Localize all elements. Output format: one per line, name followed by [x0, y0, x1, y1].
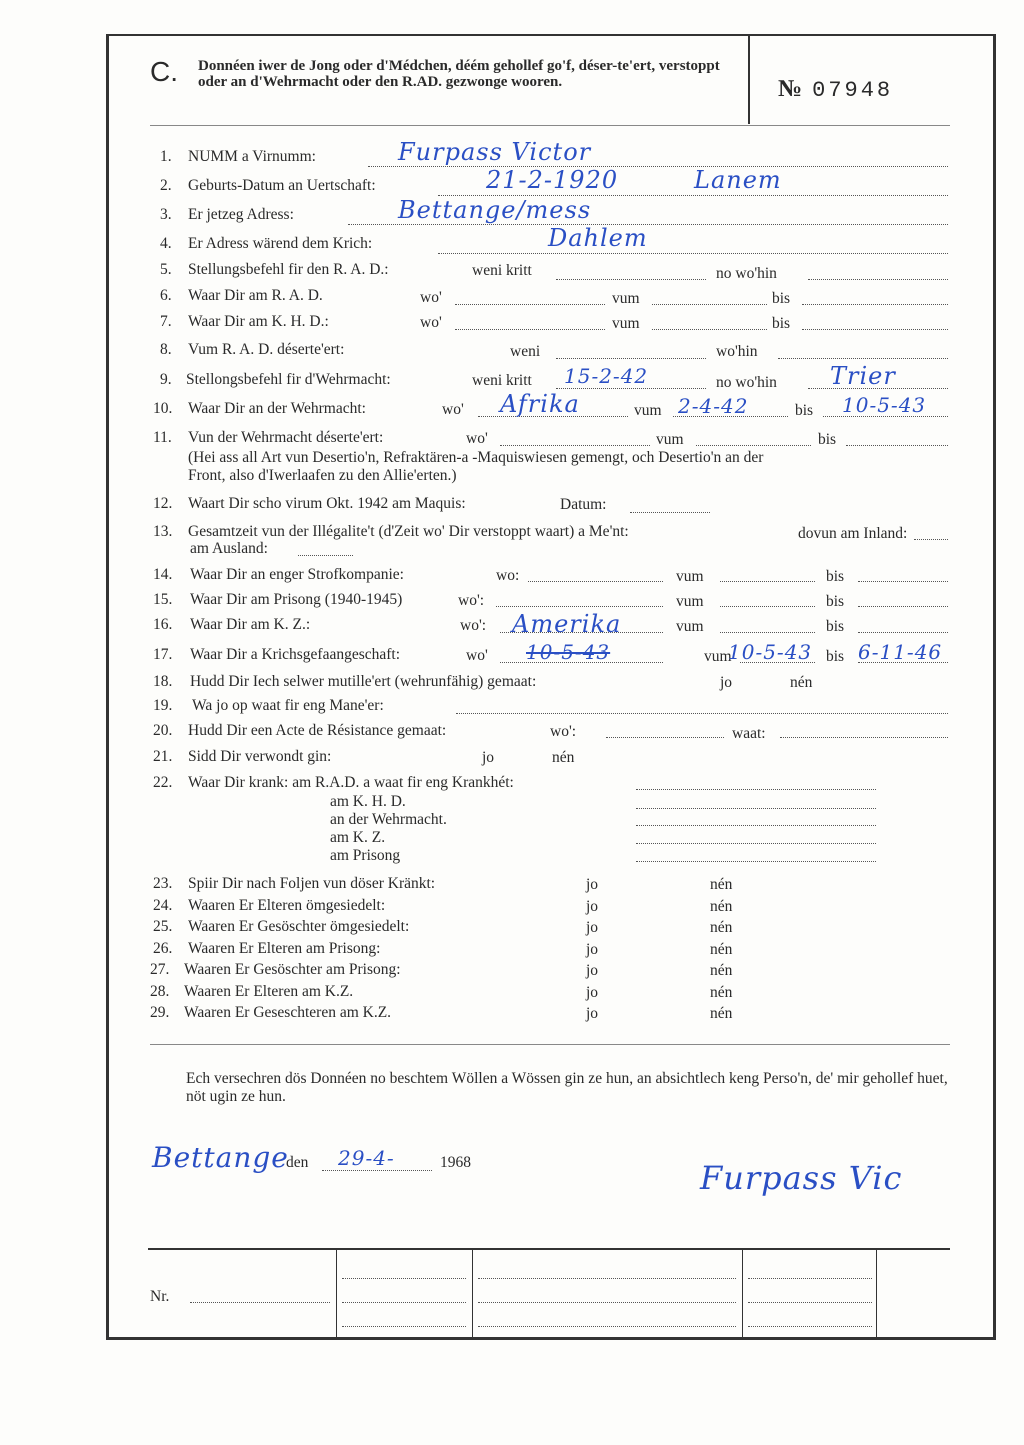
footer-cell-a2[interactable]	[342, 1302, 466, 1303]
row-21-no[interactable]: nén	[552, 749, 575, 766]
row-22-label: Waar Dir krank: am R.A.D. a waat fir eng Krankhét:	[188, 774, 514, 791]
row-24-no[interactable]: nén	[710, 898, 733, 915]
row-16-to-label: bis	[826, 618, 845, 635]
row-15-from-field[interactable]	[720, 606, 815, 607]
footer-divider-1	[336, 1250, 337, 1340]
row-28-no[interactable]: nén	[710, 984, 733, 1001]
row-1-label: NUMM a Virnumm:	[188, 148, 316, 165]
hw-r9-where: Trier	[830, 362, 896, 390]
row-6-number: 6.	[160, 287, 172, 304]
row-13-abroad-field[interactable]	[298, 555, 353, 556]
row-11-label: Vun der Wehrmacht déserte'ert:	[188, 429, 384, 446]
row-15-to-label: bis	[826, 593, 845, 610]
row-6-label: Waar Dir am R. A. D.	[188, 287, 323, 304]
row-14-to-label: bis	[826, 568, 845, 585]
row-5-where-field[interactable]	[808, 279, 948, 280]
row-16-to-field[interactable]	[858, 632, 948, 633]
row-24-yes[interactable]: jo	[586, 898, 599, 915]
hw-r10-from: 2-4-42	[678, 394, 749, 418]
row-7-from-field[interactable]	[652, 329, 767, 330]
form-number	[778, 76, 893, 103]
row-28-label: Waaren Er Elteren am K.Z.	[184, 983, 354, 1000]
row-3-number: 3.	[160, 206, 172, 223]
hw-r17-to: 6-11-46	[858, 640, 943, 664]
row-19-label: Wa jo op waat fir eng Mane'er:	[192, 697, 384, 714]
row-8-where-field[interactable]	[778, 358, 948, 359]
row-6-where-label: wo'	[420, 289, 442, 306]
row-12-date-field[interactable]	[630, 512, 710, 513]
row-22-field-prisong[interactable]	[636, 861, 876, 862]
row-14-from-field[interactable]	[720, 581, 815, 582]
row-17-from-label: vum	[704, 648, 732, 665]
row-29-label: Waaren Er Geseschteren am K.Z.	[184, 1004, 392, 1021]
footer-cell-b3[interactable]	[478, 1326, 736, 1327]
row-4-number: 4.	[160, 235, 172, 252]
row-14-to-field[interactable]	[858, 581, 948, 582]
row-26-no[interactable]: nén	[710, 941, 733, 958]
row-13-inland-field[interactable]	[914, 539, 948, 540]
row-5-when-label: weni kritt	[472, 262, 532, 279]
row-16-from-label: vum	[676, 618, 704, 635]
hw-current-address: Bettange/mess	[398, 196, 592, 224]
row-27-label: Waaren Er Gesöschter am Prisong:	[184, 961, 401, 978]
row-6-where-field[interactable]	[455, 304, 605, 305]
footer-top-rule	[148, 1248, 950, 1250]
row-21-number: 21.	[153, 748, 173, 765]
footer-nr-field[interactable]	[190, 1302, 330, 1303]
hw-date: 29-4-	[338, 1146, 395, 1170]
row-7-number: 7.	[160, 313, 172, 330]
row-27-no[interactable]: nén	[710, 962, 733, 979]
row-15-from-label: vum	[676, 593, 704, 610]
declaration-text: Ech versechren dös Donnéen no beschtem Wöllen a Wössen gin ze hun, an absichtlech keng Perso'n, de' mir gehollef huet, nöt ugin ze hun.	[186, 1070, 948, 1105]
row-10-where-label: wo'	[442, 401, 464, 418]
section-rule	[150, 1044, 950, 1045]
date-field[interactable]	[322, 1170, 432, 1171]
row-26-yes[interactable]: jo	[586, 941, 599, 958]
row-17-where-label: wo'	[466, 647, 488, 664]
row-7-where-field[interactable]	[455, 329, 605, 330]
row-7-to-field[interactable]	[802, 329, 948, 330]
row-6-from-field[interactable]	[652, 304, 767, 305]
row-11-from-label: vum	[656, 431, 684, 448]
row-20-number: 20.	[153, 722, 173, 739]
row-1-number: 1.	[160, 148, 172, 165]
row-9-where-label: no wo'hin	[716, 374, 777, 391]
row-14-where-label: wo:	[496, 567, 520, 584]
row-15-number: 15.	[153, 591, 173, 608]
hw-r10-where: Afrika	[500, 390, 580, 418]
row-5-when-field[interactable]	[556, 279, 706, 280]
row-18-no[interactable]: nén	[790, 674, 813, 691]
row-19-number: 19.	[153, 697, 173, 714]
row-15-where-label: wo':	[458, 592, 485, 609]
row-4-label: Er Adress wärend dem Krich:	[188, 235, 373, 252]
row-6-to-field[interactable]	[802, 304, 948, 305]
row-16-from-field[interactable]	[720, 632, 815, 633]
hw-birth-date: 21-2-1920	[486, 166, 619, 194]
row-7-from-label: vum	[612, 315, 640, 332]
row-25-no[interactable]: nén	[710, 919, 733, 936]
row-20-where-label: wo':	[550, 723, 577, 740]
row-14-from-label: vum	[676, 568, 704, 585]
row-26-label: Waaren Er Elteren am Prisong:	[188, 940, 381, 957]
row-4-field[interactable]	[438, 253, 948, 254]
row-8-where-label: wo'hin	[716, 343, 758, 360]
row-23-number: 23.	[153, 875, 173, 892]
footer-cell-b2[interactable]	[478, 1302, 736, 1303]
row-23-label: Spiir Dir nach Foljen vun döser Kränkt:	[188, 875, 436, 892]
row-14-label: Waar Dir an enger Strofkompanie:	[190, 566, 404, 583]
row-15-label: Waar Dir am Prisong (1940-1945)	[190, 591, 403, 608]
row-25-yes[interactable]: jo	[586, 919, 599, 936]
row-17-number: 17.	[153, 646, 173, 663]
row-8-label: Vum R. A. D. déserte'ert:	[188, 341, 345, 358]
hw-r9-when: 15-2-42	[564, 364, 649, 388]
row-11-to-label: bis	[818, 431, 837, 448]
row-14-number: 14.	[153, 566, 173, 583]
row-17-to-label: bis	[826, 648, 845, 665]
row-5-number: 5.	[160, 261, 172, 278]
row-2-label: Geburts-Datum an Uertschaft:	[188, 177, 376, 194]
hw-r16-where: Amerika	[512, 610, 622, 638]
row-29-yes[interactable]: jo	[586, 1005, 599, 1022]
hw-r17-where: 10-5-43	[526, 640, 611, 664]
hw-r17-from: 10-5-43	[728, 640, 813, 664]
row-20-what-label: waat:	[732, 725, 766, 742]
row-10-from-label: vum	[634, 402, 662, 419]
row-11-number: 11.	[153, 429, 172, 446]
hw-name: Furpass Victor	[398, 138, 592, 166]
footer-divider-2	[472, 1250, 473, 1340]
hw-place: Bettange	[152, 1141, 289, 1174]
row-18-number: 18.	[153, 673, 173, 690]
row-20-label: Hudd Dir een Acte de Résistance gemaat:	[188, 722, 447, 739]
row-3-field[interactable]	[348, 224, 948, 225]
row-25-number: 25.	[153, 918, 173, 935]
row-6-from-label: vum	[612, 290, 640, 307]
row-22-field-kz[interactable]	[636, 843, 876, 844]
row-8-number: 8.	[160, 341, 172, 358]
row-16-number: 16.	[153, 616, 173, 633]
header-rule	[150, 125, 950, 126]
footer-cell-b1[interactable]	[478, 1278, 736, 1279]
footer-cell-c2[interactable]	[748, 1302, 872, 1303]
hw-war-address: Dahlem	[548, 224, 648, 252]
row-12-label: Waart Dir scho virum Okt. 1942 am Maquis:	[188, 495, 466, 512]
row-7-to-label: bis	[772, 315, 791, 332]
row-14-where-field[interactable]	[528, 581, 663, 582]
row-11-to-field[interactable]	[846, 445, 948, 446]
row-24-number: 24.	[153, 897, 173, 914]
row-21-label: Sidd Dir verwondt gin:	[188, 748, 332, 765]
date-year: 1968	[440, 1154, 471, 1171]
row-26-number: 26.	[153, 940, 173, 957]
row-8-when-field[interactable]	[556, 358, 706, 359]
row-6-to-label: bis	[772, 290, 791, 307]
row-18-yes[interactable]: jo	[720, 674, 733, 691]
row-15-where-field[interactable]	[496, 606, 663, 607]
number-symbol: №	[778, 76, 803, 102]
row-16-where-label: wo':	[460, 617, 487, 634]
row-11-note-2: Front, also d'Iwerlaafen zu den Allie'erten.)	[188, 467, 457, 484]
row-22-sub-kz: am K. Z.	[330, 829, 386, 846]
row-21-yes[interactable]: jo	[482, 749, 495, 766]
row-10-number: 10.	[153, 400, 173, 417]
row-7-where-label: wo'	[420, 314, 442, 331]
row-5-label: Stellungsbefehl fir den R. A. D.:	[188, 261, 389, 278]
row-1-field[interactable]	[368, 166, 948, 167]
row-29-number: 29.	[150, 1004, 170, 1021]
row-29-no[interactable]: nén	[710, 1005, 733, 1022]
row-12-date-label: Datum:	[560, 496, 607, 513]
row-11-note-1: (Hei ass all Art vun Desertio'n, Refraktären-a -Maquiswiesen gemengt, och Desertio'n an der	[188, 449, 764, 466]
section-letter: C.	[150, 56, 178, 87]
footer-cell-c1[interactable]	[748, 1278, 872, 1279]
row-22-sub-prisong: am Prisong	[330, 847, 401, 864]
footer-cell-c3[interactable]	[748, 1326, 872, 1327]
footer-cell-a1[interactable]	[342, 1278, 466, 1279]
row-23-yes[interactable]: jo	[586, 876, 599, 893]
row-3-label: Er jetzeg Adress:	[188, 206, 294, 223]
footer-cell-a3[interactable]	[342, 1326, 466, 1327]
row-7-label: Waar Dir am K. H. D.:	[188, 313, 329, 330]
row-19-field[interactable]	[456, 713, 948, 714]
row-15-to-field[interactable]	[858, 606, 948, 607]
footer-nr-label: Nr.	[150, 1288, 170, 1305]
row-9-label: Stellongsbefehl fir d'Wehrmacht:	[186, 371, 391, 388]
row-11-from-field[interactable]	[696, 445, 811, 446]
row-11-where-field[interactable]	[500, 445, 650, 446]
row-28-yes[interactable]: jo	[586, 984, 599, 1001]
date-den-label: den	[286, 1154, 309, 1171]
footer-divider-4	[876, 1250, 877, 1340]
row-5-where-label: no wo'hin	[716, 265, 777, 282]
hw-birth-place: Lanem	[694, 166, 782, 194]
hw-signature: Furpass Vic	[700, 1159, 903, 1197]
row-22-field-rad[interactable]	[636, 789, 876, 790]
row-28-number: 28.	[150, 983, 170, 1000]
header-divider	[748, 36, 750, 124]
row-13-abroad-label: am Ausland:	[190, 540, 268, 557]
row-18-label: Hudd Dir Iech selwer mutille'ert (wehrunfähig) gemaat:	[190, 673, 537, 690]
row-22-field-khd[interactable]	[636, 808, 876, 809]
row-13-inland-label: dovun am Inland:	[798, 525, 908, 542]
row-20-where-field[interactable]	[606, 737, 724, 738]
row-20-what-field[interactable]	[780, 737, 948, 738]
row-9-when-label: weni kritt	[472, 372, 532, 389]
row-2-number: 2.	[160, 177, 172, 194]
row-22-sub-wehrmacht: an der Wehrmacht.	[330, 811, 447, 828]
footer-divider-3	[742, 1250, 743, 1340]
row-17-label: Waar Dir a Krichsgefaangeschaft:	[190, 646, 401, 663]
row-24-label: Waaren Er Elteren ömgesiedelt:	[188, 897, 386, 914]
row-8-when-label: weni	[510, 343, 541, 360]
hw-r10-to: 10-5-43	[842, 393, 927, 417]
section-title: Donnéen iwer de Jong oder d'Médchen, déém gehollef go'f, déser-te'ert, verstoppt oder an d'Wehrmacht oder den R.AD. gezwonge wooren.	[198, 58, 720, 90]
row-12-number: 12.	[153, 495, 173, 512]
row-27-number: 27.	[150, 961, 170, 978]
row-9-when-field[interactable]	[556, 388, 706, 389]
row-13-number: 13.	[153, 523, 173, 540]
row-11-where-label: wo'	[466, 430, 488, 447]
row-22-number: 22.	[153, 774, 173, 791]
row-25-label: Waaren Er Gesöschter ömgesiedelt:	[188, 918, 410, 935]
row-16-label: Waar Dir am K. Z.:	[190, 616, 311, 633]
row-22-field-wehrmacht[interactable]	[636, 825, 876, 826]
row-27-yes[interactable]: jo	[586, 962, 599, 979]
number-value: 07948	[812, 78, 894, 103]
row-10-to-label: bis	[795, 402, 814, 419]
row-10-label: Waar Dir an der Wehrmacht:	[188, 400, 366, 417]
row-13-label: Gesamtzeit vun der Illégalite't (d'Zeit wo' Dir verstoppt waart) a Me'nt:	[188, 523, 629, 540]
row-23-no[interactable]: nén	[710, 876, 733, 893]
row-9-number: 9.	[160, 371, 172, 388]
row-22-sub-khd: am K. H. D.	[330, 793, 406, 810]
